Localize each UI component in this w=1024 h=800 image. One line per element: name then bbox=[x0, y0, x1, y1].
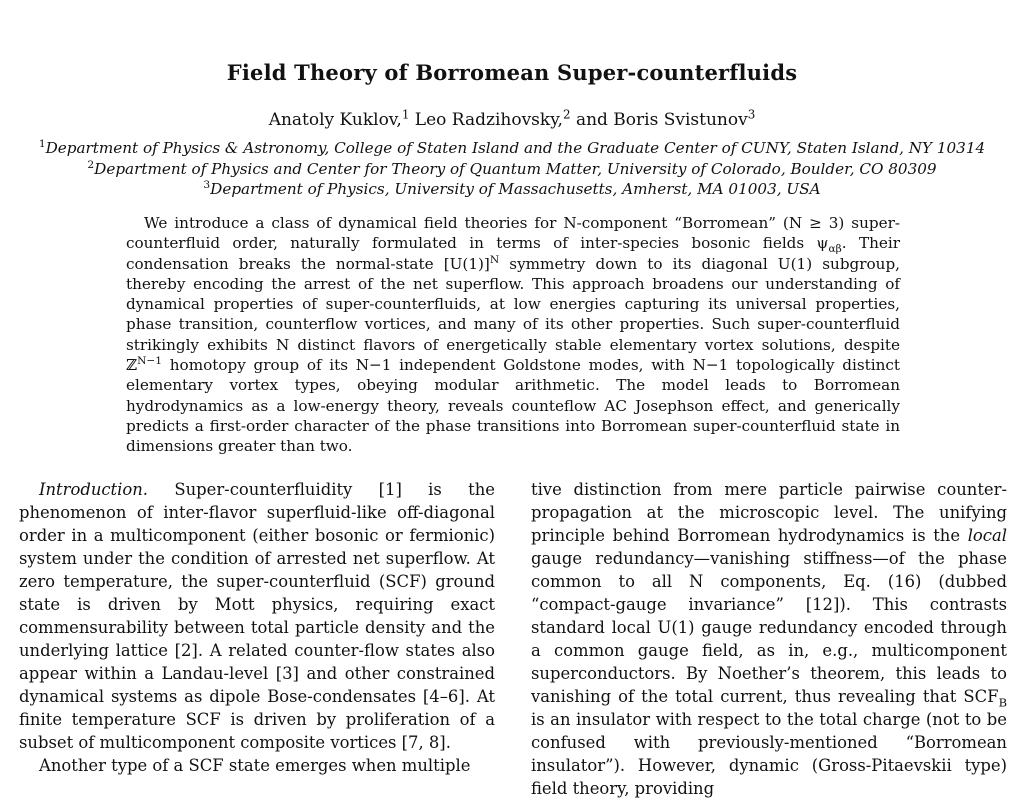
affiliation-text: Department of Physics & Astronomy, College of Staten Island and the Graduate Center of CUNY, Staten Island, NY 10314 bbox=[45, 139, 986, 157]
paragraph bbox=[531, 478, 1007, 800]
paragraph-text: Another type of a SCF state emerges when multiple bbox=[39, 756, 471, 775]
abstract-subscript: αβ bbox=[828, 242, 842, 256]
author-name: Anatoly Kuklov, bbox=[268, 110, 402, 130]
subscript-text: B bbox=[998, 695, 1007, 710]
paragraph-text: Super-counterfluidity [1] is the phenomenon of inter-flavor superfluid-like off-diagonal order in a multicomponent (either bosonic or fermionic) system under the condition of arrested net superflow. At zero temperature, the super-counterfluid (SCF) ground state is driven by Mott physics, requiring exact commensurability between total particle density and the underlying lattice [2]. A related counter-flow states also appear within a Landau-level [3] and other constrained dynamical systems as dipole Bose-condensates [4–6]. At finite temperature SCF is driven by proliferation of a subset of multicomponent composite vortices [7, 8]. bbox=[19, 480, 495, 752]
paper-title: Field Theory of Borromean Super-counterfluids bbox=[226, 60, 798, 85]
abstract bbox=[126, 213, 900, 457]
abstract-text: homotopy group of its N−1 independent Goldstone modes, with N−1 topologically distinct elementary vortex types, obeying modular arithmetic. The model leads to Borromean hydrodynamics as a low-energy theory, reveals counteflow AC Josephson effect, and generically predicts a first-order character of the phase transitions into Borromean super-counterfluid state in dimensions greater than two. bbox=[126, 356, 900, 456]
affiliation-mark: 3 bbox=[203, 177, 211, 191]
author-name: and Boris Svistunov bbox=[575, 110, 748, 130]
affiliation-list bbox=[0, 138, 1024, 200]
paragraph bbox=[19, 754, 495, 777]
paragraph-text: gauge redundancy—vanishing stiffness—of the phase common to all N components, Eq. (16) (dubbed “compact-gauge invariance” [12]). This contrasts standard local U(1) gauge redundancy encoded through a common gauge field, as in, e.g., multicomponent superconductors. By Noether’s theorem, this leads to vanishing of the total current, thus revealing that SCF bbox=[531, 549, 1007, 706]
paragraph-text: is an insulator with respect to the total charge (not to be confused with previously-mentioned “Borromean insulator”). However, dynamic (Gross-Pitaevskii type) field theory, providing bbox=[531, 710, 1007, 798]
affiliation-mark: 1 bbox=[38, 136, 46, 150]
affiliation-text: Department of Physics and Center for Theory of Quantum Matter, University of Colorado, Boulder, CO 80309 bbox=[94, 159, 937, 178]
affiliation-mark: 2 bbox=[87, 157, 95, 171]
affiliation-text: Department of Physics, University of Massachusetts, Amherst, MA 01003, USA bbox=[210, 180, 821, 198]
affiliation-mark: 3 bbox=[747, 107, 756, 122]
affiliation-mark: 1 bbox=[401, 107, 410, 122]
section-heading: Introduction. bbox=[39, 480, 149, 499]
affiliation-line bbox=[0, 159, 1024, 180]
paragraph-text: tive distinction from mere particle pairwise counter-propagation at the microscopic level. The unifying principle behind Borromean hydrodynamics is the bbox=[531, 480, 1007, 545]
author-list bbox=[0, 107, 1024, 130]
emphasis-text: local bbox=[967, 526, 1007, 545]
abstract-text: . Their condensation breaks the normal-state [U(1)] bbox=[126, 234, 900, 273]
right-column bbox=[531, 478, 1007, 800]
abstract-text: symmetry down to its diagonal U(1) subgroup, thereby encoding the arrest of the net superflow. This approach broadens our understanding of dynamical properties of super-counterfluids, at low energies capturing its universal properties, phase transition, counterflow vortices, and many of its other properties. Such super-counterfluid strikingly exhibits N distinct flavors of energetically stable elementary vortex solutions, despite ℤ bbox=[126, 254, 900, 375]
abstract-text: We introduce a class of dynamical field theories for N-component “Borromean” (N ≥ 3) super-counterfluid order, naturally formulated in terms of inter-species bosonic fields ψ bbox=[126, 214, 900, 253]
left-column bbox=[19, 478, 495, 777]
abstract-superscript: N bbox=[489, 252, 500, 266]
affiliation-line bbox=[0, 138, 1024, 159]
author-name: Leo Radzihovsky, bbox=[414, 110, 563, 130]
affiliation-mark: 2 bbox=[562, 107, 571, 122]
abstract-superscript: N−1 bbox=[137, 354, 163, 368]
intro-paragraph bbox=[19, 478, 495, 754]
affiliation-line bbox=[0, 179, 1024, 200]
